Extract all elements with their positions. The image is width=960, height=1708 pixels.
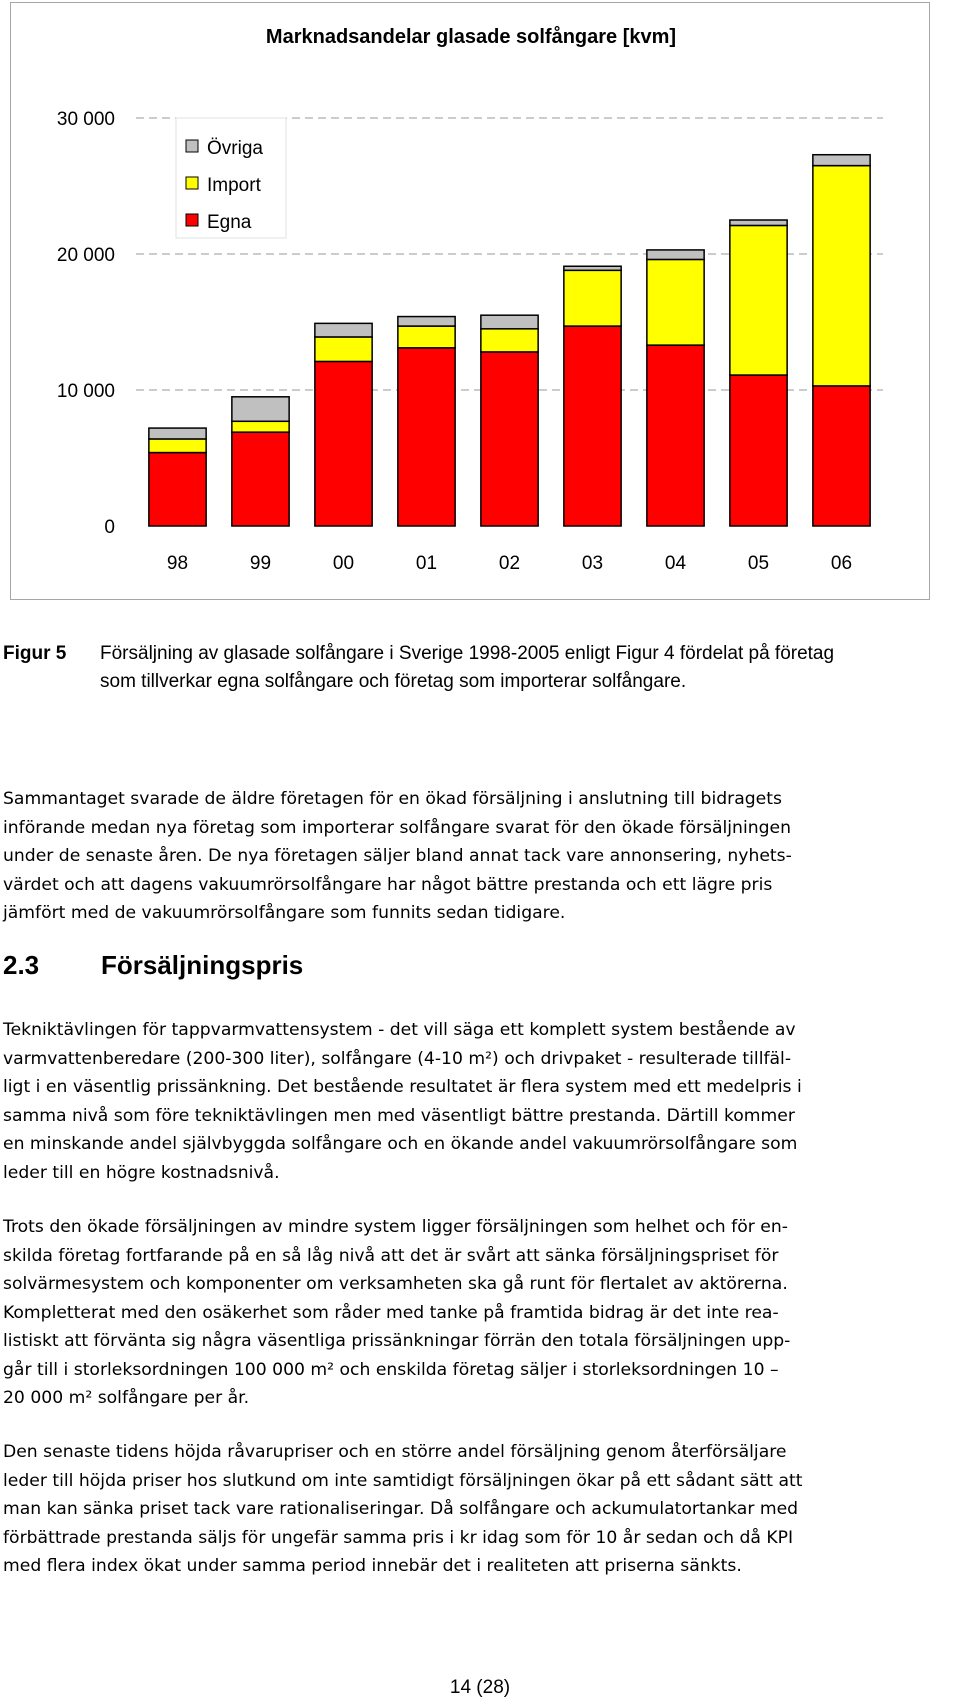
y-tick-label: 20 000 xyxy=(56,245,115,266)
text-line: går till i storleksordningen 100 000 m² och enskilda företag säljer i storleksordningen 10 – xyxy=(3,1359,779,1380)
bar-segment xyxy=(149,439,206,453)
bar-segment xyxy=(813,155,870,166)
bar-segment xyxy=(481,315,538,329)
text-line: värdet och att dagens vakuumrörsolfångare har något bättre prestanda och ett lägre pris xyxy=(3,874,773,895)
x-tick-label: 05 xyxy=(747,553,770,574)
text-line: med flera index ökat under samma period innebär det i realiteten att priserna sänkts. xyxy=(3,1556,742,1576)
bar-segment xyxy=(647,259,704,345)
bar-segment xyxy=(481,352,538,526)
text-line: jämfört med de vakuumrörsolfångare som funnits sedan tidigare. xyxy=(3,903,566,923)
figure-caption xyxy=(3,640,903,696)
text-line: införande medan nya företag som importerar solfångare svarat för den ökade försäljningen xyxy=(3,817,791,838)
caption-text: Försäljning av glasade solfångare i Sverige 1998-2005 enligt Figur 4 fördelat på företag som tillverkar egna solfångare och företag som importerar solfångare. xyxy=(100,643,835,692)
text-line: Den senaste tidens höjda råvarupriser och en större andel försäljning genom återförsäljare xyxy=(3,1442,787,1462)
y-tick-label: 0 xyxy=(104,517,115,538)
legend-swatch xyxy=(186,140,198,152)
text-line: varmvattenberedare (200-300 liter), solfångare (4-10 m²) och drivpaket - resulterade tillfäl- xyxy=(3,1048,792,1069)
bar-segment xyxy=(149,453,206,526)
text-line: en minskande andel självbyggda solfångare och en ökande andel vakuumrörsolfångare som xyxy=(3,1134,798,1154)
bar-segment xyxy=(149,428,206,439)
page-number: 14 (28) xyxy=(449,1677,511,1698)
chart-frame xyxy=(10,2,930,600)
text-line: ligt i en väsentlig prissänkning. Det bestående resultatet är flera system med ett medelpris i xyxy=(3,1077,802,1097)
bar-segment xyxy=(232,432,289,526)
bar-segment xyxy=(315,337,372,361)
x-tick-label: 01 xyxy=(415,553,438,574)
text-line: förbättrade prestanda säljs för ungefär samma pris i kr idag som för 10 år sedan och då KPI xyxy=(3,1527,794,1548)
bar-segment xyxy=(398,317,455,327)
bar-segment xyxy=(315,323,372,337)
x-tick-label: 02 xyxy=(498,553,521,574)
bar-segment xyxy=(232,397,289,421)
section-number: 2.3 xyxy=(3,950,40,980)
bar-segment xyxy=(232,421,289,432)
body-paragraph xyxy=(3,1438,960,1581)
x-tick-label: 00 xyxy=(332,553,355,574)
bar-segment xyxy=(315,361,372,526)
bar-segment xyxy=(813,386,870,526)
x-tick-label: 06 xyxy=(830,553,853,574)
bar-segment xyxy=(398,326,455,348)
x-tick-label: 04 xyxy=(664,553,687,574)
bar-segment xyxy=(398,348,455,526)
bar-segment xyxy=(481,329,538,352)
body-paragraph xyxy=(3,1213,960,1413)
text-line: Sammantaget svarade de äldre företagen för en ökad försäljning i anslutning till bidragets xyxy=(3,789,782,809)
bar-segment xyxy=(730,220,787,225)
bar-segment xyxy=(647,250,704,260)
bar-segment xyxy=(730,375,787,526)
text-line: Tekniktävlingen för tappvarmvattensystem - det vill säga ett komplett system bestående av xyxy=(3,1020,796,1040)
text-line: listiskt att förvänta sig några väsentliga prissänkningar förrän den totala försäljningen upp- xyxy=(3,1331,791,1351)
x-tick-label: 98 xyxy=(166,553,189,574)
text-line: 20 000 m² solfångare per år. xyxy=(3,1388,250,1408)
chart-title: Marknadsandelar glasade solfångare [kvm] xyxy=(265,26,677,48)
text-line: leder till en högre kostnadsnivå. xyxy=(3,1162,280,1183)
legend-label: Egna xyxy=(207,212,252,233)
section-title: Försäljningspris xyxy=(101,950,304,980)
bar-segment xyxy=(564,326,621,526)
y-tick-label: 30 000 xyxy=(56,109,115,130)
text-line: skilda företag fortfarande på en så låg nivå att det är svårt att sänka försäljningspriset för xyxy=(3,1245,779,1266)
text-line: Trots den ökade försäljningen av mindre system ligger försäljningen som helhet och för en- xyxy=(3,1217,788,1237)
bar-segment xyxy=(813,166,870,386)
text-line: man kan sänka priset tack vare rationaliseringar. Då solfångare och ackumulatortankar med xyxy=(3,1499,799,1519)
text-line: leder till höjda priser hos slutkund om inte samtidigt försäljningen ökar på ett sådant sätt att xyxy=(3,1470,803,1491)
y-tick-label: 10 000 xyxy=(56,381,115,402)
bar-segment xyxy=(647,345,704,526)
intro-paragraph xyxy=(3,785,960,928)
x-tick-label: 99 xyxy=(249,553,272,574)
body-paragraph xyxy=(3,1016,960,1187)
legend-swatch xyxy=(186,177,198,189)
text-line: samma nivå som före tekniktävlingen men med väsentligt bättre prestanda. Därtill kommer xyxy=(3,1105,795,1126)
text-line: solvärmesystem och komponenter om verksamheten ska gå runt för flertalet av aktörerna. xyxy=(3,1274,788,1294)
text-line: Kompletterat med den osäkerhet som råder med tanke på framtida bidrag är det inte rea- xyxy=(3,1302,779,1323)
stacked-bar-chart xyxy=(11,3,931,601)
bar-segment xyxy=(730,225,787,375)
section-heading xyxy=(3,950,303,981)
text-line: under de senaste åren. De nya företagen säljer bland annat tack vare annonsering, nyhets- xyxy=(3,846,792,866)
bar-segment xyxy=(564,266,621,270)
legend-label: Import xyxy=(207,175,261,196)
bar-segment xyxy=(564,270,621,326)
caption-label: Figur 5 xyxy=(3,643,67,664)
legend-swatch xyxy=(186,214,198,226)
legend-label: Övriga xyxy=(207,138,263,159)
x-tick-label: 03 xyxy=(581,553,604,574)
